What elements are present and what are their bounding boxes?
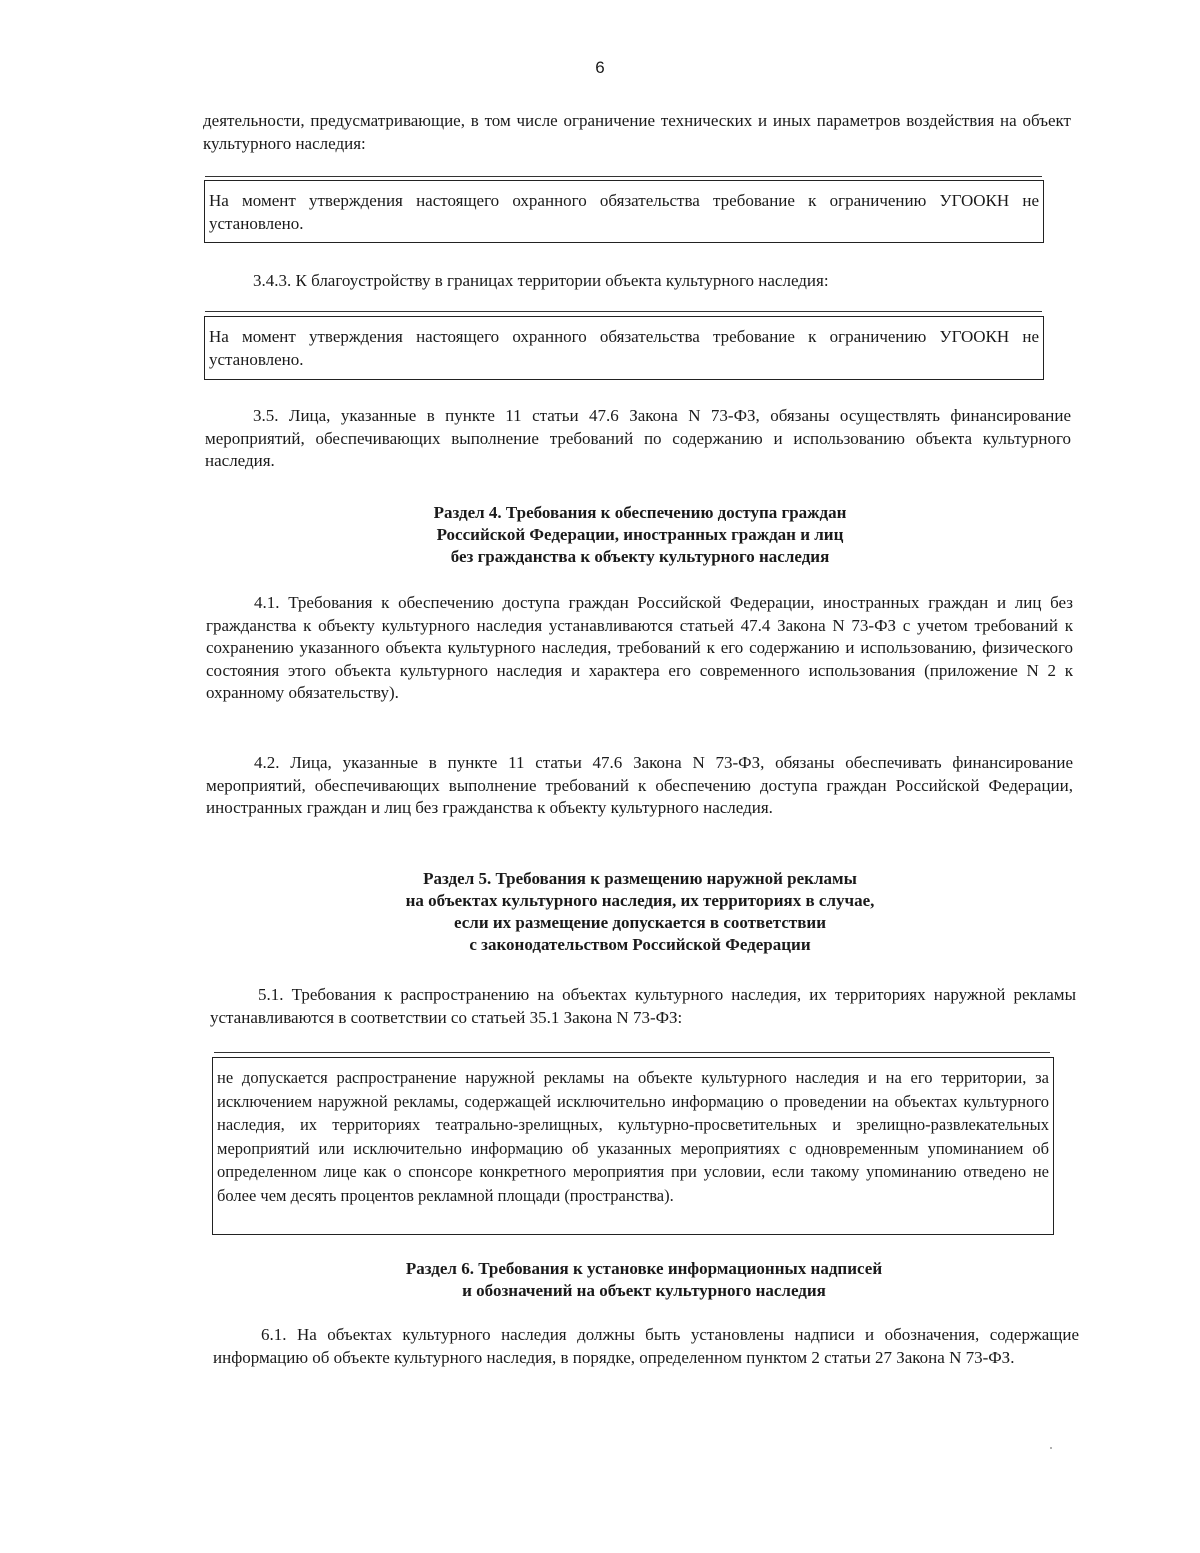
- section-5-heading-line: если их размещение допускается в соответствии: [454, 913, 826, 932]
- paragraph-intro: деятельности, предусматривающие, в том числе ограничение технических и иных параметров воздействия на объект культурного наследия:: [203, 111, 1071, 153]
- section-4-heading-line: Раздел 4. Требования к обеспечению доступа граждан: [433, 503, 847, 522]
- section-4-heading-line: без гражданства к объекту культурного наследия: [450, 547, 830, 566]
- paragraph-6-1: 6.1. На объектах культурного наследия должны быть установлены надписи и обозначения, содержащие информацию об объекте культурного наследия, в порядке, определенном пунктом 2 статьи 27 Закона N 73-ФЗ.: [213, 1325, 1079, 1367]
- section-5-heading-line: на объектах культурного наследия, их территориях в случае,: [405, 891, 875, 910]
- section-6-heading: [44, 1258, 1200, 1302]
- box-top-rule: [205, 176, 1042, 177]
- box-top-rule: [214, 1052, 1050, 1053]
- section-5-heading-line: с законодательством Российской Федерации: [469, 935, 811, 954]
- section-6-heading-line: и обозначений на объект культурного наследия: [462, 1281, 826, 1300]
- section-5-heading: [40, 868, 1200, 956]
- requirement-box-1: На момент утверждения настоящего охранного обязательства требование к ограничению УГООКН не установлено.: [204, 180, 1044, 243]
- advertising-restriction-box: не допускается распространение наружной рекламы на объекте культурного наследия и на его территории, за исключением наружной рекламы, содержащей исключительно информацию о проведении на объектах культурного наследия, их территориях театрально-зрелищных, культурно-просветительных и зрелищно-развлекательных мероприятий или исключительно информацию об указанных мероприятиях с одновременным упоминанием об определенном лице как о спонсоре конкретного мероприятия при условии, если такому упоминанию отведено не более чем десять процентов рекламной площади (пространства).: [212, 1057, 1054, 1235]
- paragraph-4-1: 4.1. Требования к обеспечению доступа граждан Российской Федерации, иностранных граждан и лиц без гражданства к объекту культурного наследия устанавливаются статьей 47.4 Закона N 73-ФЗ с учетом требований к сохранению указанного объекта культурного наследия, требований к его содержанию и использованию, физического состояния этого объекта культурного наследия и характера его современного использования (приложение N 2 к охранному обязательству).: [206, 593, 1073, 702]
- section-4-heading-line: Российской Федерации, иностранных граждан и лиц: [436, 525, 844, 544]
- section-5-heading-line: Раздел 5. Требования к размещению наружной рекламы: [423, 869, 857, 888]
- paragraph-5-1: 5.1. Требования к распространению на объектах культурного наследия, их территориях наружной рекламы устанавливаются в соответствии со статьей 35.1 Закона N 73-ФЗ:: [210, 985, 1076, 1027]
- scan-speck: [1050, 1447, 1052, 1449]
- section-4-heading: [40, 502, 1200, 568]
- paragraph-3-5: 3.5. Лица, указанные в пункте 11 статьи 47.6 Закона N 73-ФЗ, обязаны осуществлять финансирование мероприятий, обеспечивающих выполнение требований по содержанию и использованию объекта культурного наследия.: [205, 406, 1071, 470]
- page-number: 6: [595, 58, 605, 77]
- paragraph-3-4-3: 3.4.3. К благоустройству в границах территории объекта культурного наследия:: [253, 271, 829, 290]
- requirement-box-2: На момент утверждения настоящего охранного обязательства требование к ограничению УГООКН не установлено.: [204, 316, 1044, 380]
- box-top-rule: [205, 311, 1042, 312]
- section-6-heading-line: Раздел 6. Требования к установке информационных надписей: [405, 1259, 883, 1278]
- paragraph-4-2: 4.2. Лица, указанные в пункте 11 статьи 47.6 Закона N 73-ФЗ, обязаны обеспечивать финансирование мероприятий, обеспечивающих выполнение требований к обеспечению доступа граждан Российской Федерации, иностранных граждан и лиц без гражданства к объекту культурного наследия.: [206, 753, 1073, 817]
